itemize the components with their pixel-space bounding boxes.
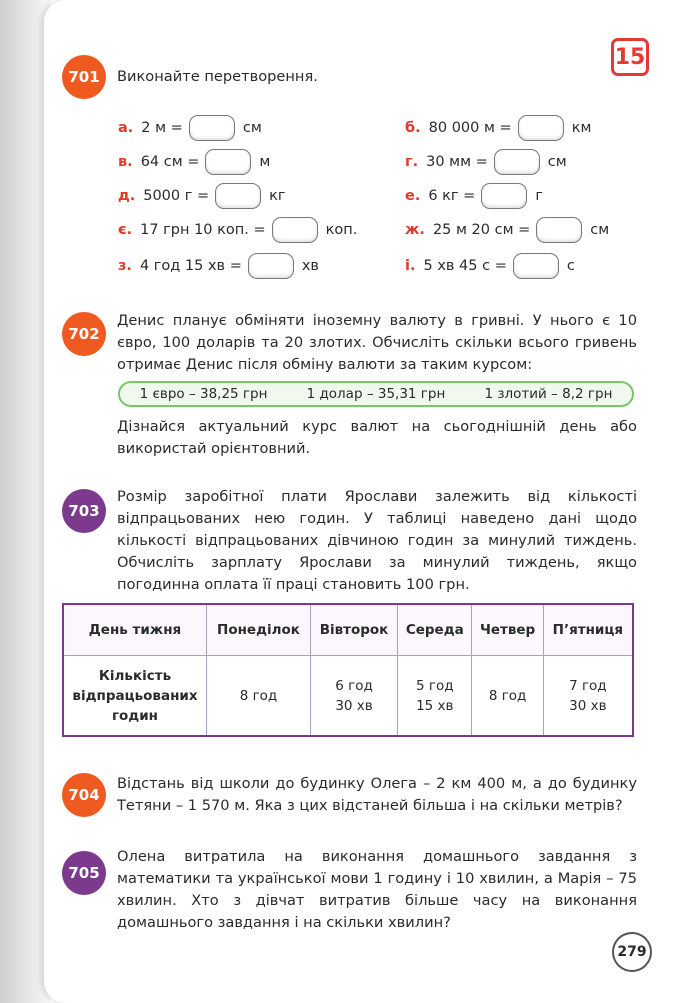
- item-expression: 5000 г =: [143, 188, 210, 204]
- table-cell: [310, 656, 397, 737]
- page-gutter: [0, 0, 50, 1003]
- row-label-line: відпрацьованих: [72, 687, 198, 704]
- item-expression: 17 грн 10 коп. =: [140, 222, 266, 238]
- cell-line: 8 год: [488, 687, 527, 704]
- cell-line: 6 год: [335, 677, 373, 694]
- item-label: є.: [118, 222, 133, 238]
- table-header: Середа: [398, 604, 472, 656]
- exercise-702-text: Денис планує обміняти іноземну валюту в гривні. У нього є 10 євро, 100 доларів та 20 злотих. Обчисліть скільки всього гривень отримає Денис після обміну валюти за таким курсом:: [117, 312, 637, 373]
- row-label: [63, 656, 207, 737]
- exchange-rates-bar: [118, 381, 634, 407]
- conversion-row: [118, 217, 357, 243]
- answer-box[interactable]: [272, 217, 318, 243]
- table-cell: [543, 656, 633, 737]
- item-label: з.: [118, 258, 132, 274]
- answer-box[interactable]: [215, 183, 261, 209]
- item-unit: см: [590, 222, 610, 238]
- chapter-badge: 15: [611, 38, 649, 76]
- rate-zloty: 1 злотий – 8,2 грн: [484, 386, 613, 402]
- item-label: ж.: [405, 222, 425, 238]
- item-label: д.: [118, 188, 136, 204]
- exercise-705-text: Олена витратила на виконання домашнього завдання з математики та української мови 1 годину і 10 хвилин, а Марія – 75 хвилин. Хто з дівчат витратив більше часу на виконання домашнього завдання і на скільки хвилин?: [117, 848, 637, 931]
- conversion-row: [405, 115, 591, 141]
- table-row: [63, 656, 633, 737]
- exercise-704-number: 704: [62, 773, 106, 817]
- table-header: Понеділок: [207, 604, 311, 656]
- table-cell: [398, 656, 472, 737]
- item-unit: коп.: [325, 222, 358, 238]
- cell-line: 30 хв: [569, 697, 607, 714]
- item-expression: 30 мм =: [426, 154, 488, 170]
- table-header: Четвер: [472, 604, 543, 656]
- row-label-line: Кількість: [98, 667, 172, 684]
- conversion-row: [118, 183, 286, 209]
- page-number: 279: [612, 932, 652, 972]
- item-unit: км: [571, 120, 592, 136]
- exercise-701-title: Виконайте перетворення.: [117, 68, 318, 85]
- answer-box[interactable]: [205, 149, 251, 175]
- table-header: День тижня: [63, 604, 207, 656]
- item-expression: 6 кг =: [428, 188, 476, 204]
- item-unit: м: [259, 154, 271, 170]
- answer-box[interactable]: [494, 149, 540, 175]
- exercise-703-number: 703: [62, 489, 106, 533]
- cell-line: 5 год: [415, 677, 454, 694]
- item-label: е.: [405, 188, 421, 204]
- conversion-row: [405, 183, 543, 209]
- item-expression: 4 год 15 хв =: [139, 258, 242, 274]
- cell-line: 30 хв: [335, 697, 373, 714]
- cell-line: 7 год: [569, 677, 607, 694]
- conversion-row: [118, 149, 270, 175]
- rate-euro: 1 євро – 38,25 грн: [139, 386, 268, 402]
- exercise-703-text: Розмір заробітної плати Ярослави залежить від кількості відпрацьованих нею годин. У таблиці наведено дані щодо кількості відпрацьованих дівчиною годин за минулий тиждень. Обчисліть зарплату Ярослави за минулий тиждень, якщо погодинна оплата її праці становить 100 грн.: [117, 488, 637, 593]
- table-header-row: [63, 604, 633, 656]
- answer-box[interactable]: [536, 217, 582, 243]
- conversion-row: [405, 253, 575, 279]
- exercise-704-text: Відстань від школи до будинку Олега – 2 км 400 м, а до будинку Тетяни – 1 570 м. Яка з цих відстаней більша і на скільки метрів?: [117, 775, 637, 814]
- hours-table: [62, 603, 634, 737]
- answer-box[interactable]: [481, 183, 527, 209]
- answer-box[interactable]: [513, 253, 559, 279]
- item-expression: 25 м 20 см =: [432, 222, 531, 238]
- item-unit: см: [242, 120, 262, 136]
- item-unit: г: [535, 188, 543, 204]
- table-cell: [207, 656, 311, 737]
- item-label: а.: [118, 120, 134, 136]
- answer-box[interactable]: [518, 115, 564, 141]
- item-expression: 2 м =: [141, 120, 183, 136]
- item-label: б.: [405, 120, 421, 136]
- item-label: в.: [118, 154, 133, 170]
- answer-box[interactable]: [189, 115, 235, 141]
- item-label: і.: [405, 258, 416, 274]
- table-cell: [472, 656, 543, 737]
- exercise-702-note: Дізнайся актуальний курс валют на сьогоднішній день або використай орієнтовний.: [117, 418, 637, 457]
- table-header: Вівторок: [310, 604, 397, 656]
- exercise-705-number: 705: [62, 851, 106, 895]
- item-unit: кг: [269, 188, 286, 204]
- item-expression: 64 см =: [140, 154, 200, 170]
- item-unit: см: [547, 154, 567, 170]
- conversion-row: [405, 217, 609, 243]
- conversion-row: [405, 149, 567, 175]
- rate-dollar: 1 долар – 35,31 грн: [306, 386, 446, 402]
- row-label-line: годин: [111, 707, 159, 724]
- cell-line: 15 хв: [416, 697, 454, 714]
- item-expression: 5 хв 45 с =: [423, 258, 507, 274]
- conversion-row: [118, 115, 262, 141]
- item-unit: хв: [301, 258, 319, 274]
- item-unit: с: [566, 258, 575, 274]
- conversion-row: [118, 253, 319, 279]
- cell-line: 8 год: [239, 687, 278, 704]
- exercise-702-number: 702: [62, 312, 106, 356]
- answer-box[interactable]: [248, 253, 294, 279]
- table-header: П’ятниця: [543, 604, 633, 656]
- item-expression: 80 000 м =: [428, 120, 512, 136]
- item-label: г.: [405, 154, 419, 170]
- exercise-701-number: 701: [62, 55, 106, 99]
